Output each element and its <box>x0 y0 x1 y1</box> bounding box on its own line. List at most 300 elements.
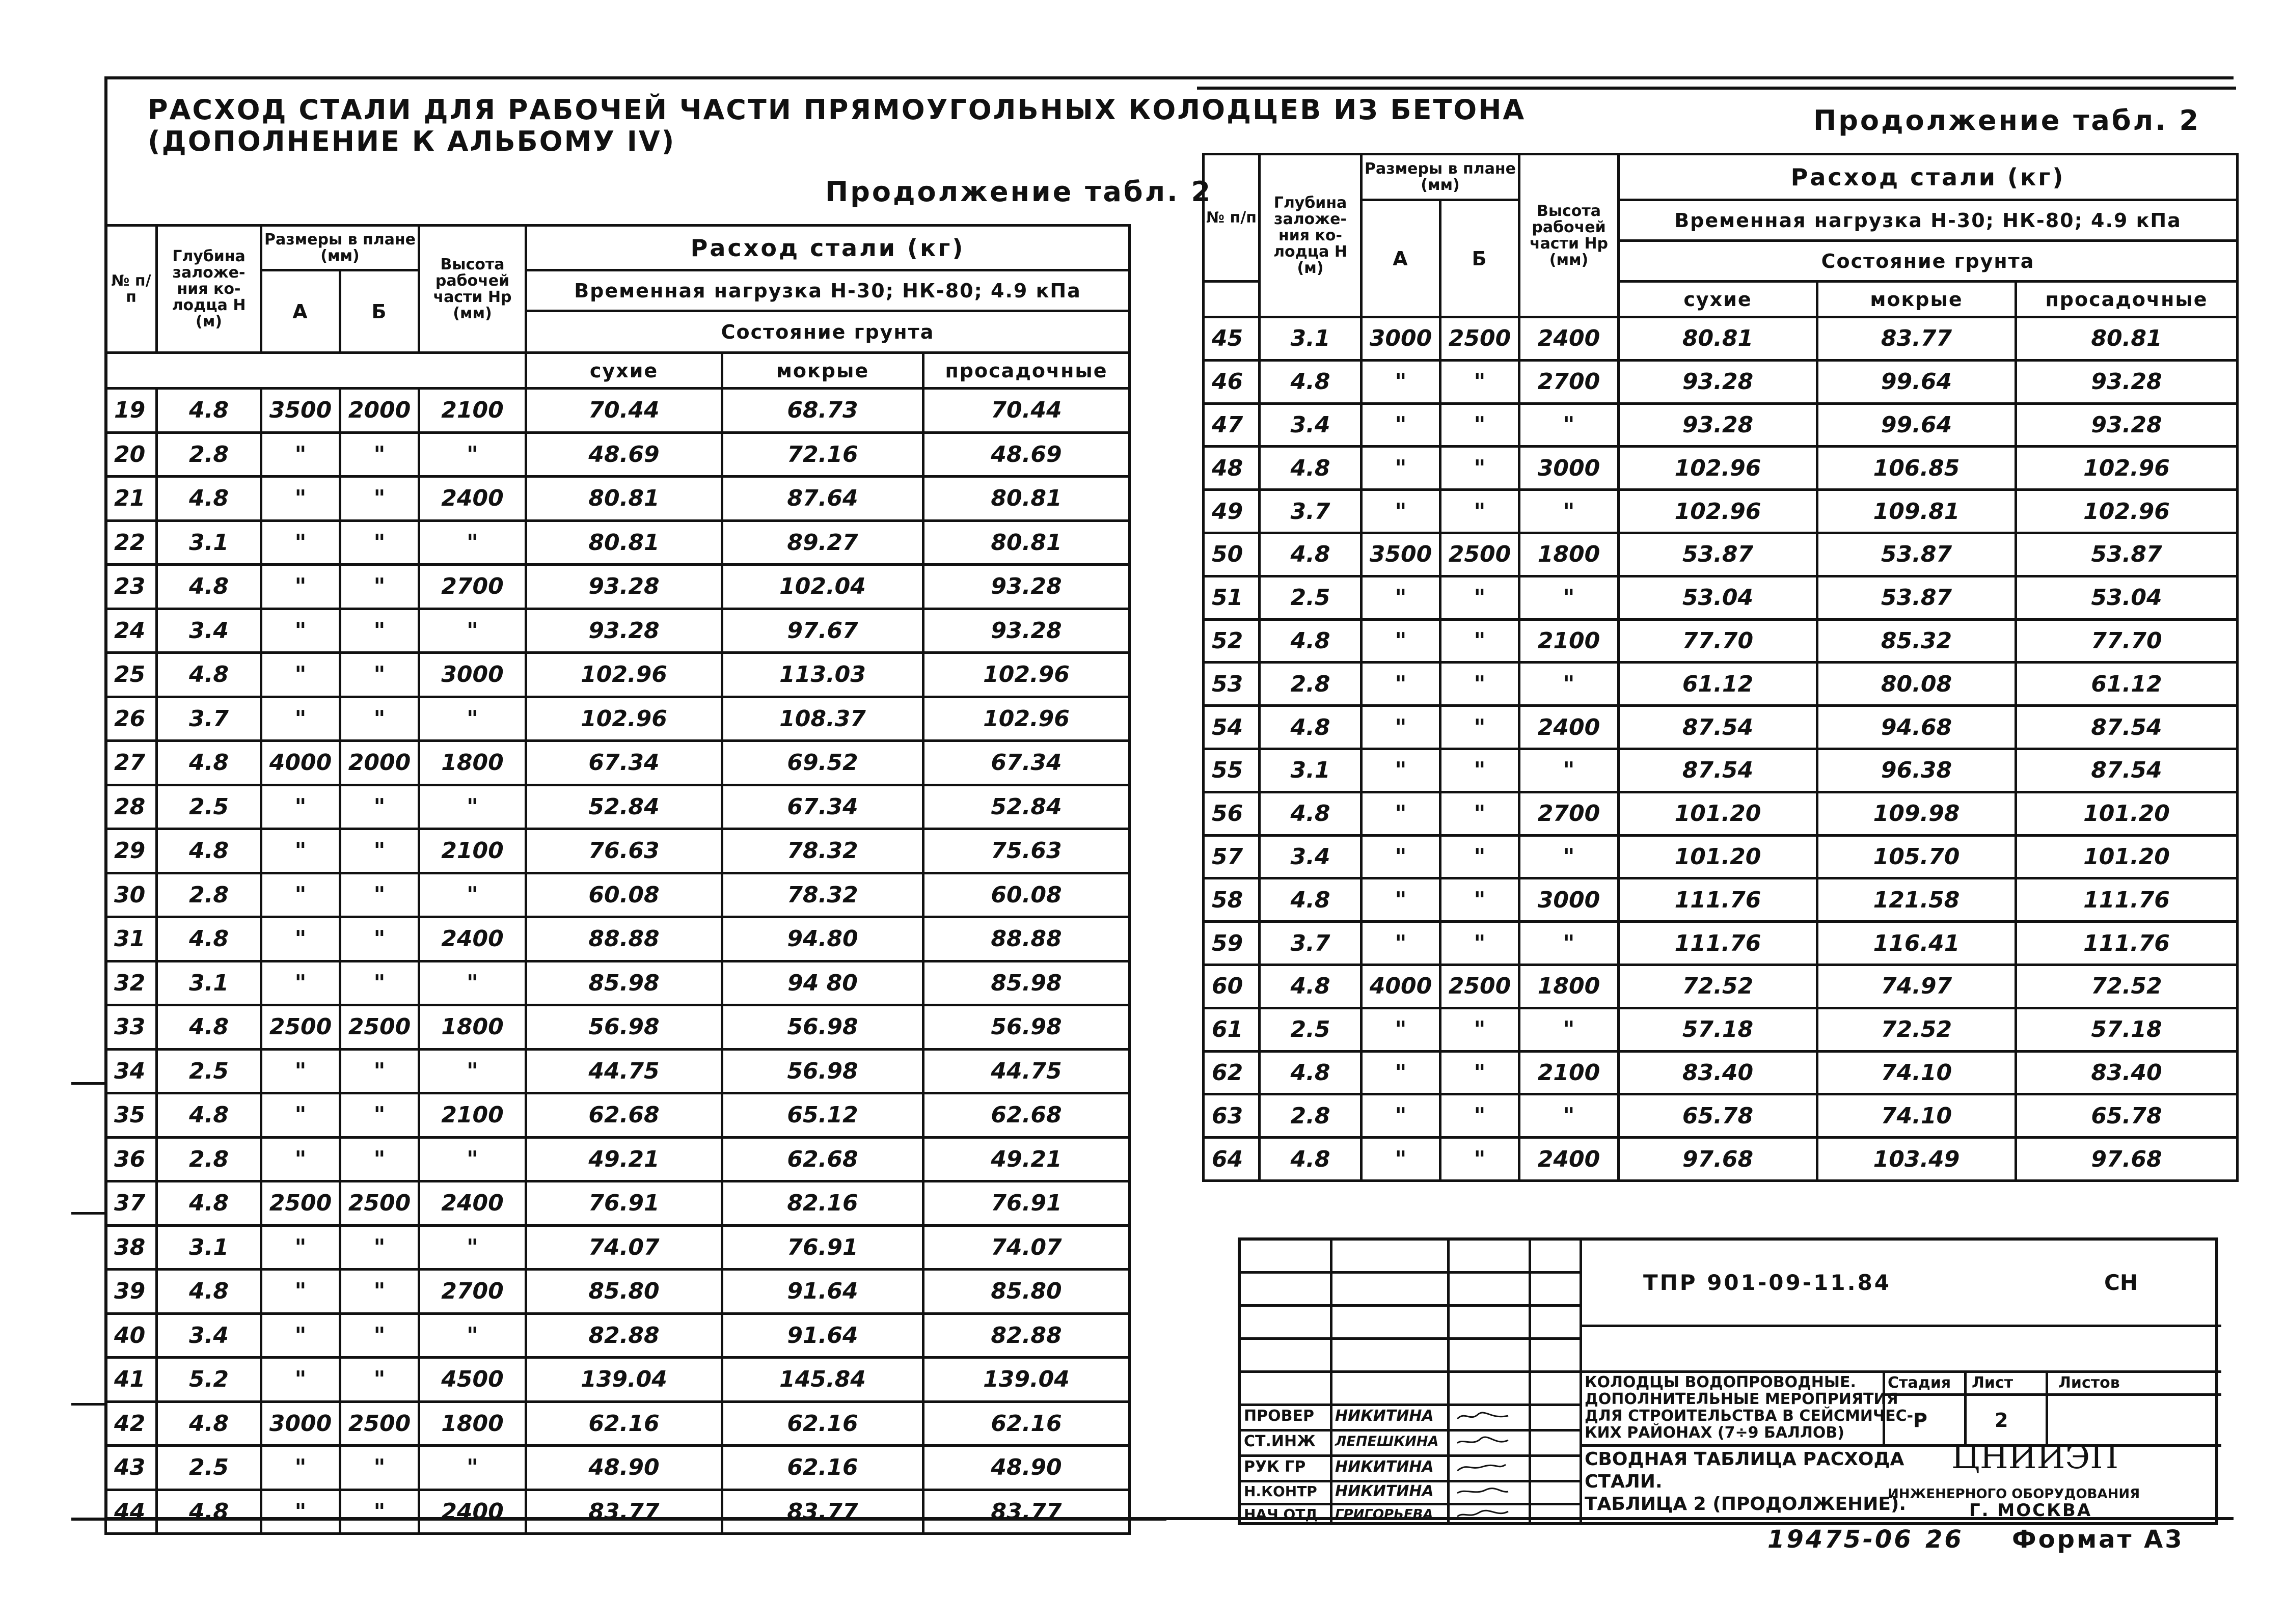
size-b-cell: " <box>340 477 419 521</box>
size-a-cell: 3000 <box>261 1401 340 1446</box>
height-cell: " <box>419 1446 526 1490</box>
size-a-cell: " <box>1362 792 1440 835</box>
row-number: 23 <box>106 565 157 609</box>
dry-cell: 76.91 <box>526 1181 722 1226</box>
page-number: 26 <box>1925 1525 1964 1554</box>
table-row <box>1204 792 2238 835</box>
dry-cell: 111.76 <box>1619 922 1817 965</box>
table-row <box>106 1358 1130 1402</box>
row-number: 49 <box>1204 490 1260 533</box>
depth-cell: 2.8 <box>1260 1094 1362 1138</box>
role-label: РУК ГР <box>1244 1458 1306 1476</box>
depth-cell: 3.7 <box>157 697 261 741</box>
depth-cell: 4.8 <box>1260 792 1362 835</box>
depth-cell: 4.8 <box>157 565 261 609</box>
size-a-cell: " <box>261 565 340 609</box>
dry-cell: 53.04 <box>1619 576 1817 619</box>
format-label: Формат А3 <box>2012 1525 2184 1554</box>
wet-cell: 53.87 <box>1817 576 2016 619</box>
dry-cell: 48.90 <box>526 1446 722 1490</box>
size-a-cell: 2500 <box>261 1005 340 1050</box>
dry-cell: 65.78 <box>1619 1094 1817 1138</box>
dry-cell: 62.16 <box>526 1401 722 1446</box>
depth-cell: 4.8 <box>157 1181 261 1226</box>
depth-cell: 4.8 <box>157 917 261 961</box>
header-height: Высота рабочей части Нр (мм) <box>1519 154 1619 317</box>
size-b-cell: 2500 <box>340 1401 419 1446</box>
wet-cell: 74.97 <box>1817 965 2016 1008</box>
sag-cell: 77.70 <box>2016 619 2238 663</box>
wet-cell: 106.85 <box>1817 447 2016 490</box>
depth-cell: 2.8 <box>157 432 261 477</box>
row-number: 35 <box>106 1093 157 1138</box>
row-number: 34 <box>106 1049 157 1093</box>
dry-cell: 102.96 <box>1619 490 1817 533</box>
sheet-top-border <box>1197 87 2236 90</box>
org-subtitle: ИНЖЕНЕРНОГО ОБОРУДОВАНИЯ <box>1888 1487 2140 1502</box>
header-dry: сухие <box>526 353 722 389</box>
wet-cell: 105.70 <box>1817 835 2016 878</box>
height-cell: " <box>419 1049 526 1093</box>
sag-cell: 102.96 <box>2016 490 2238 533</box>
wet-cell: 62.68 <box>722 1137 923 1181</box>
size-a-cell: " <box>1362 1094 1440 1138</box>
size-a-cell: 3500 <box>261 389 340 433</box>
table-row <box>106 1225 1130 1270</box>
header-spacer <box>1204 282 1260 317</box>
sag-cell: 87.54 <box>2016 749 2238 792</box>
table-row <box>1204 447 2238 490</box>
size-a-cell: " <box>1362 403 1440 447</box>
steel-table-right <box>1202 153 2239 1182</box>
sag-cell: 102.96 <box>2016 447 2238 490</box>
sag-cell: 75.63 <box>923 829 1130 873</box>
wet-cell: 103.49 <box>1817 1138 2016 1181</box>
steel-table-left <box>104 224 1131 1535</box>
height-cell: 1800 <box>1519 965 1619 1008</box>
sag-cell: 44.75 <box>923 1049 1130 1093</box>
table-row <box>1204 922 2238 965</box>
table-row <box>106 389 1130 433</box>
header-num: № п/п <box>1204 154 1260 282</box>
wet-cell: 62.16 <box>722 1446 923 1490</box>
height-cell: 2400 <box>1519 706 1619 749</box>
header-sag: просадочные <box>2016 282 2238 317</box>
depth-cell: 2.5 <box>1260 576 1362 619</box>
header-size-b: Б <box>1440 200 1519 317</box>
wet-cell: 62.16 <box>722 1401 923 1446</box>
table-row <box>106 520 1130 565</box>
dry-cell: 87.54 <box>1619 706 1817 749</box>
signature-icon <box>1455 1434 1511 1449</box>
sag-cell: 93.28 <box>2016 360 2238 403</box>
sag-cell: 80.81 <box>923 520 1130 565</box>
sag-cell: 67.34 <box>923 741 1130 785</box>
size-a-cell: " <box>1362 749 1440 792</box>
height-cell: 1800 <box>419 1005 526 1050</box>
size-a-cell: " <box>1362 1051 1440 1094</box>
depth-cell: 4.8 <box>157 653 261 697</box>
row-number: 38 <box>106 1225 157 1270</box>
sag-cell: 76.91 <box>923 1181 1130 1226</box>
size-b-cell: " <box>1440 447 1519 490</box>
height-cell: 1800 <box>419 741 526 785</box>
row-number: 61 <box>1204 1008 1260 1051</box>
height-cell: 4500 <box>419 1358 526 1402</box>
size-b-cell: " <box>1440 792 1519 835</box>
sheet-title <box>1585 1448 1907 1525</box>
row-number: 24 <box>106 609 157 653</box>
header-size-a: А <box>261 270 340 353</box>
size-a-cell: 3500 <box>1362 533 1440 576</box>
depth-cell: 2.8 <box>157 873 261 917</box>
role-label: НАЧ ОТД <box>1244 1506 1318 1523</box>
height-cell: 2100 <box>419 829 526 873</box>
row-number: 55 <box>1204 749 1260 792</box>
sag-cell: 93.28 <box>2016 403 2238 447</box>
row-number: 22 <box>106 520 157 565</box>
wet-cell: 116.41 <box>1817 922 2016 965</box>
header-dry: сухие <box>1619 282 1817 317</box>
wet-cell: 109.98 <box>1817 792 2016 835</box>
height-cell: " <box>1519 403 1619 447</box>
dry-cell: 102.96 <box>526 653 722 697</box>
table-row <box>106 741 1130 785</box>
header-num: № п/п <box>106 226 157 353</box>
height-cell: " <box>1519 922 1619 965</box>
size-b-cell: " <box>340 1270 419 1314</box>
row-number: 21 <box>106 477 157 521</box>
org-name: ЦНИИЭП <box>1951 1439 2119 1476</box>
height-cell: " <box>419 520 526 565</box>
depth-cell: 4.8 <box>1260 533 1362 576</box>
dry-cell: 76.63 <box>526 829 722 873</box>
dry-cell: 70.44 <box>526 389 722 433</box>
header-wet: мокрые <box>1817 282 2016 317</box>
depth-cell: 2.5 <box>157 785 261 829</box>
height-cell: " <box>419 697 526 741</box>
header-size-a: А <box>1362 200 1440 317</box>
table-row <box>106 1446 1130 1490</box>
wet-cell: 97.67 <box>722 609 923 653</box>
dry-cell: 85.80 <box>526 1270 722 1314</box>
wet-cell: 68.73 <box>722 389 923 433</box>
depth-cell: 4.8 <box>157 1005 261 1050</box>
size-a-cell: 3000 <box>1362 317 1440 361</box>
depth-cell: 5.2 <box>157 1358 261 1402</box>
depth-cell: 4.8 <box>157 477 261 521</box>
height-cell: 2100 <box>1519 1051 1619 1094</box>
size-a-cell: " <box>261 917 340 961</box>
table-row <box>1204 317 2238 361</box>
wet-cell: 74.10 <box>1817 1051 2016 1094</box>
person-name: НИКИТИНА <box>1335 1482 1434 1500</box>
size-b-cell: " <box>340 1358 419 1402</box>
size-a-cell: 2500 <box>261 1181 340 1226</box>
row-number: 44 <box>106 1490 157 1534</box>
sheets-label: Листов <box>2058 1374 2120 1392</box>
size-b-cell: " <box>1440 706 1519 749</box>
dry-cell: 48.69 <box>526 432 722 477</box>
sag-cell: 111.76 <box>2016 922 2238 965</box>
size-b-cell: " <box>340 520 419 565</box>
size-a-cell: " <box>261 653 340 697</box>
stage-label: Стадия <box>1888 1374 1951 1392</box>
sag-cell: 49.21 <box>923 1137 1130 1181</box>
header-size: Размеры в плане (мм) <box>261 226 419 270</box>
size-a-cell: 4000 <box>1362 965 1440 1008</box>
size-b-cell: " <box>340 1446 419 1490</box>
table-row <box>1204 1051 2238 1094</box>
height-cell: 2400 <box>1519 317 1619 361</box>
wet-cell: 83.77 <box>722 1490 923 1534</box>
size-b-cell: " <box>340 1313 419 1358</box>
height-cell: 3000 <box>419 653 526 697</box>
table-row <box>1204 533 2238 576</box>
table-row <box>106 477 1130 521</box>
height-cell: 2100 <box>419 1093 526 1138</box>
row-number: 48 <box>1204 447 1260 490</box>
table-row <box>1204 706 2238 749</box>
size-a-cell: 4000 <box>261 741 340 785</box>
wet-cell: 102.04 <box>722 565 923 609</box>
row-number: 36 <box>106 1137 157 1181</box>
height-cell: " <box>1519 490 1619 533</box>
row-number: 63 <box>1204 1094 1260 1138</box>
depth-cell: 3.1 <box>1260 317 1362 361</box>
row-number: 39 <box>106 1270 157 1314</box>
row-number: 40 <box>106 1313 157 1358</box>
table-row <box>1204 576 2238 619</box>
dry-cell: 88.88 <box>526 917 722 961</box>
person-name: НИКИТИНА <box>1335 1407 1434 1425</box>
row-number: 46 <box>1204 360 1260 403</box>
size-b-cell: " <box>340 432 419 477</box>
table-row <box>106 1270 1130 1314</box>
size-b-cell: " <box>1440 663 1519 706</box>
row-number: 58 <box>1204 878 1260 922</box>
sag-cell: 57.18 <box>2016 1008 2238 1051</box>
row-number: 57 <box>1204 835 1260 878</box>
table-row <box>106 1049 1130 1093</box>
header-size-b: Б <box>340 270 419 353</box>
wet-cell: 53.87 <box>1817 533 2016 576</box>
size-b-cell: " <box>1440 490 1519 533</box>
table-row <box>106 1490 1130 1534</box>
role-label: СТ.ИНЖ <box>1244 1433 1316 1450</box>
person-name: ГРИГОРЬЕВА <box>1335 1507 1433 1522</box>
sheet-title-line: ТАБЛИЦА 2 (ПРОДОЛЖЕНИЕ). <box>1585 1494 1907 1515</box>
size-b-cell: " <box>340 1225 419 1270</box>
height-cell: " <box>419 1137 526 1181</box>
sag-cell: 101.20 <box>2016 835 2238 878</box>
role-label: Н.КОНТР <box>1244 1483 1317 1500</box>
dry-cell: 102.96 <box>526 697 722 741</box>
size-a-cell: " <box>1362 835 1440 878</box>
depth-cell: 3.1 <box>157 1225 261 1270</box>
size-a-cell: " <box>1362 1008 1440 1051</box>
person-name: ЛЕПЕШКИНА <box>1335 1434 1439 1449</box>
height-cell: 1800 <box>1519 533 1619 576</box>
depth-cell: 4.8 <box>157 389 261 433</box>
depth-cell: 4.8 <box>157 1490 261 1534</box>
size-a-cell: " <box>261 1093 340 1138</box>
size-b-cell: " <box>1440 749 1519 792</box>
size-b-cell: " <box>340 829 419 873</box>
org-city: Г. МОСКВА <box>1969 1500 2092 1521</box>
wet-cell: 78.32 <box>722 873 923 917</box>
wet-cell: 91.64 <box>722 1270 923 1314</box>
size-b-cell: " <box>340 1093 419 1138</box>
table-row <box>1204 749 2238 792</box>
size-a-cell: " <box>261 697 340 741</box>
size-a-cell: " <box>261 873 340 917</box>
project-title <box>1585 1373 1914 1443</box>
row-number: 52 <box>1204 619 1260 663</box>
height-cell: 1800 <box>419 1401 526 1446</box>
depth-cell: 4.8 <box>1260 878 1362 922</box>
heading-line-2: (ДОПОЛНЕНИЕ К АЛЬБОМУ IV) <box>148 125 676 157</box>
header-sag: просадочные <box>923 353 1130 389</box>
wet-cell: 109.81 <box>1817 490 2016 533</box>
height-cell: 2700 <box>1519 792 1619 835</box>
depth-cell: 2.5 <box>157 1049 261 1093</box>
table-row <box>106 565 1130 609</box>
wet-cell: 121.58 <box>1817 878 2016 922</box>
sag-cell: 72.52 <box>2016 965 2238 1008</box>
wet-cell: 80.08 <box>1817 663 2016 706</box>
sag-cell: 80.81 <box>923 477 1130 521</box>
document-heading <box>148 94 1526 157</box>
header-wet: мокрые <box>722 353 923 389</box>
size-a-cell: " <box>1362 447 1440 490</box>
depth-cell: 3.4 <box>1260 835 1362 878</box>
size-a-cell: " <box>1362 663 1440 706</box>
depth-cell: 3.1 <box>157 520 261 565</box>
table-row <box>106 432 1130 477</box>
depth-cell: 2.8 <box>1260 663 1362 706</box>
size-b-cell: " <box>1440 1094 1519 1138</box>
height-cell: " <box>1519 1094 1619 1138</box>
drawing-code: ТПР 901-09-11.84 <box>1643 1270 1892 1295</box>
dry-cell: 56.98 <box>526 1005 722 1050</box>
signature-icon <box>1455 1484 1511 1499</box>
size-a-cell: " <box>261 432 340 477</box>
depth-cell: 2.5 <box>1260 1008 1362 1051</box>
size-a-cell: " <box>261 477 340 521</box>
height-cell: 2700 <box>1519 360 1619 403</box>
row-number: 59 <box>1204 922 1260 965</box>
header-load: Временная нагрузка Н-30; НК-80; 4.9 кПа <box>526 270 1130 311</box>
size-b-cell: " <box>340 961 419 1005</box>
size-b-cell: " <box>340 609 419 653</box>
wet-cell: 82.16 <box>722 1181 923 1226</box>
stage-value: Р <box>1913 1409 1927 1432</box>
table-row <box>106 1137 1130 1181</box>
sheet-title-line: СТАЛИ. <box>1585 1471 1663 1492</box>
table-row <box>1204 1008 2238 1051</box>
table-row <box>106 1313 1130 1358</box>
sag-cell: 111.76 <box>2016 878 2238 922</box>
signature-icon <box>1455 1460 1511 1475</box>
table-row <box>106 1181 1130 1226</box>
sag-cell: 65.78 <box>2016 1094 2238 1138</box>
depth-cell: 3.4 <box>157 1313 261 1358</box>
height-cell: " <box>1519 576 1619 619</box>
wet-cell: 76.91 <box>722 1225 923 1270</box>
height-cell: " <box>1519 1008 1619 1051</box>
size-b-cell: " <box>1440 835 1519 878</box>
continuation-label-right: Продолжение табл. 2 <box>1813 104 2201 136</box>
header-depth: Глубина заложе-ния ко-лодца Н (м) <box>1260 154 1362 317</box>
project-title-line: КОЛОДЦЫ ВОДОПРОВОДНЫЕ. <box>1585 1373 1856 1391</box>
table-row <box>106 697 1130 741</box>
dry-cell: 82.88 <box>526 1313 722 1358</box>
sag-cell: 102.96 <box>923 697 1130 741</box>
size-a-cell: " <box>1362 1138 1440 1181</box>
sag-cell: 82.88 <box>923 1313 1130 1358</box>
wet-cell: 96.38 <box>1817 749 2016 792</box>
sheet-title-line: СВОДНАЯ ТАБЛИЦА РАСХОДА <box>1585 1449 1904 1470</box>
depth-cell: 4.8 <box>157 741 261 785</box>
sag-cell: 74.07 <box>923 1225 1130 1270</box>
margin-tick <box>71 1212 107 1215</box>
height-cell: 2400 <box>1519 1138 1619 1181</box>
depth-cell: 2.8 <box>157 1137 261 1181</box>
header-spacer <box>106 353 526 389</box>
sag-cell: 70.44 <box>923 389 1130 433</box>
dry-cell: 74.07 <box>526 1225 722 1270</box>
depth-cell: 4.8 <box>1260 1138 1362 1181</box>
row-number: 33 <box>106 1005 157 1050</box>
sag-cell: 101.20 <box>2016 792 2238 835</box>
size-b-cell: " <box>340 653 419 697</box>
dry-cell: 57.18 <box>1619 1008 1817 1051</box>
sag-cell: 61.12 <box>2016 663 2238 706</box>
size-b-cell: 2500 <box>1440 317 1519 361</box>
size-a-cell: " <box>261 829 340 873</box>
row-number: 56 <box>1204 792 1260 835</box>
size-b-cell: " <box>1440 619 1519 663</box>
table-row <box>106 1401 1130 1446</box>
sag-cell: 139.04 <box>923 1358 1130 1402</box>
wet-cell: 72.16 <box>722 432 923 477</box>
size-a-cell: " <box>261 1225 340 1270</box>
depth-cell: 2.5 <box>157 1446 261 1490</box>
size-b-cell: " <box>1440 360 1519 403</box>
size-a-cell: " <box>261 1270 340 1314</box>
dry-cell: 52.84 <box>526 785 722 829</box>
sag-cell: 83.40 <box>2016 1051 2238 1094</box>
row-number: 32 <box>106 961 157 1005</box>
row-number: 41 <box>106 1358 157 1402</box>
size-a-cell: " <box>261 609 340 653</box>
depth-cell: 3.7 <box>1260 490 1362 533</box>
row-number: 37 <box>106 1181 157 1226</box>
row-number: 30 <box>106 873 157 917</box>
role-label: ПРОВЕР <box>1244 1407 1314 1425</box>
size-b-cell: " <box>340 917 419 961</box>
wet-cell: 56.98 <box>722 1049 923 1093</box>
table-body-left <box>106 389 1130 1534</box>
dry-cell: 83.40 <box>1619 1051 1817 1094</box>
size-b-cell: " <box>340 785 419 829</box>
table-body-right <box>1204 317 2238 1181</box>
table-row <box>1204 403 2238 447</box>
height-cell: 2400 <box>419 1490 526 1534</box>
table-row <box>106 873 1130 917</box>
row-number: 64 <box>1204 1138 1260 1181</box>
